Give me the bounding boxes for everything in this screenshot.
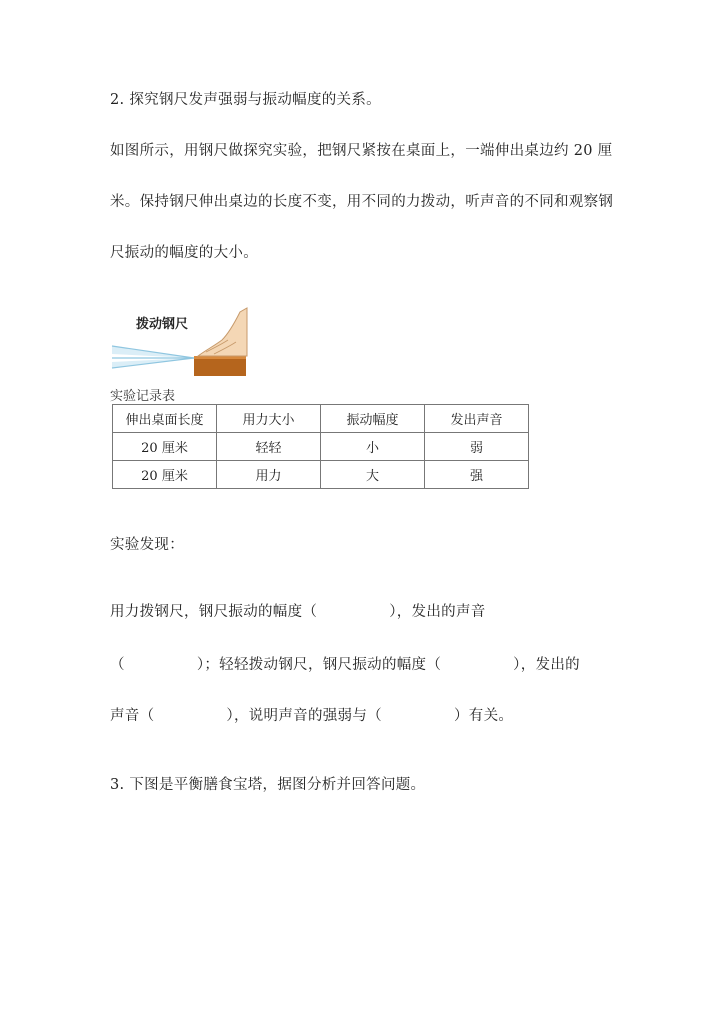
- table-cell: 20 厘米: [113, 433, 217, 461]
- table-cell: 20 厘米: [113, 461, 217, 489]
- table-row: [113, 461, 529, 489]
- fill-line-2-text-c: ），发出的: [513, 657, 580, 673]
- table-header-cell: 用力大小: [217, 405, 321, 433]
- fill-line-3-text-c: ）有关。: [453, 708, 514, 724]
- fill-line-1-text-b: ），发出的声音: [389, 604, 486, 620]
- ruler-figure-drawing: [110, 306, 248, 378]
- question-2-intro-line-2: 米。保持钢尺伸出桌边的长度不变，用不同的力拨动，听声音的不同和观察钢: [110, 194, 614, 210]
- ruler-experiment-figure: [110, 306, 248, 378]
- table-cell: 用力: [217, 461, 321, 489]
- figure-label: 拨动钢尺: [136, 317, 189, 332]
- table-cell: 强: [425, 461, 529, 489]
- question-2-title: 2. 探究钢尺发声强弱与振动幅度的关系。: [110, 92, 381, 108]
- question-2-intro-line-1: 如图所示，用钢尺做探究实验，把钢尺紧按在桌面上，一端伸出桌边约 20 厘: [110, 143, 613, 159]
- table-cell: 小: [321, 433, 425, 461]
- table-row: [113, 433, 529, 461]
- question-2-intro-line-3: 尺振动的幅度的大小。: [110, 245, 258, 261]
- fill-line-2-text-b: ）；轻轻拨动钢尺，钢尺振动的幅度（: [196, 657, 442, 673]
- experiment-record-table: [112, 404, 529, 489]
- fill-line-3: [110, 704, 513, 725]
- question-3-title: 3. 下图是平衡膳食宝塔，据图分析并回答问题。: [110, 777, 426, 793]
- fill-line-2: [110, 653, 580, 674]
- fill-line-1: [110, 600, 486, 621]
- hand-shape: [198, 308, 247, 356]
- fill-line-3-text-a: 声音（: [110, 708, 155, 724]
- table-cell: 大: [321, 461, 425, 489]
- table-cell: 弱: [425, 433, 529, 461]
- table-cell: 轻轻: [217, 433, 321, 461]
- findings-label: 实验发现：: [110, 537, 184, 553]
- table-caption: 实验记录表: [110, 389, 176, 404]
- table-header-cell: 伸出桌面长度: [113, 405, 217, 433]
- fill-line-3-text-b: ），说明声音的强弱与（: [226, 708, 382, 724]
- table-header-row: [113, 405, 529, 433]
- table-header-cell: 发出声音: [425, 405, 529, 433]
- table-header-cell: 振动幅度: [321, 405, 425, 433]
- fill-line-2-text-a: （: [110, 657, 125, 673]
- fill-line-1-text-a: 用力拨钢尺，钢尺振动的幅度（: [110, 604, 318, 620]
